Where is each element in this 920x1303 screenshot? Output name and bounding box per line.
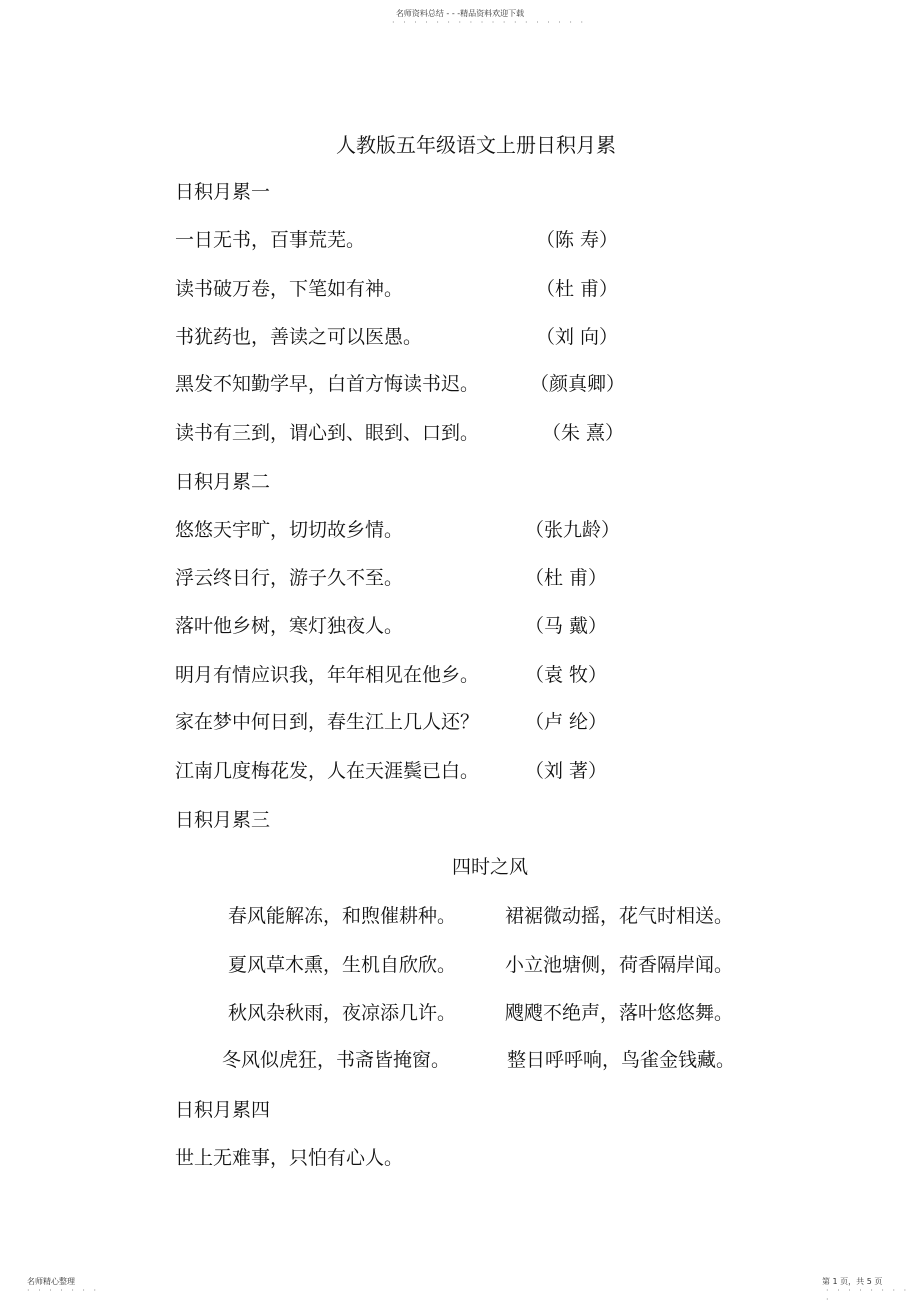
quote-author: （马 戴） bbox=[525, 615, 608, 637]
quote-author: （朱 熹） bbox=[542, 422, 625, 444]
quote-line: 黑发不知勤学早，白首方悔读书迟。 bbox=[175, 373, 480, 395]
poem-line: 整日呼呼响，鸟雀金钱藏。 bbox=[507, 1049, 736, 1071]
document-title: 人教版五年级语文上册日积月累 bbox=[336, 133, 616, 157]
quote-line: 江南几度梅花发，人在天涯鬓已白。 bbox=[175, 760, 480, 782]
poem-line: 小立池塘侧，荷香隔岸闻。 bbox=[505, 954, 734, 976]
section-heading: 日积月累一 bbox=[175, 181, 271, 203]
quote-line: 书犹药也，善读之可以医愚。 bbox=[175, 326, 423, 348]
quote-author: （袁 牧） bbox=[525, 664, 608, 686]
footer-dots: · · · · · · · bbox=[27, 1286, 100, 1295]
quote-author: （杜 甫） bbox=[536, 278, 619, 300]
section-heading: 日积月累二 bbox=[175, 471, 271, 493]
quote-author: （刘 向） bbox=[536, 326, 619, 348]
footer-left: 名师精心整理 bbox=[27, 1277, 75, 1286]
quote-line: 家在梦中何日到，春生江上几人还？ bbox=[175, 711, 480, 733]
poem-line: 飕飕不绝声，落叶悠悠舞。 bbox=[505, 1002, 734, 1024]
poem-line: 冬风似虎狂，书斋皆掩窗。 bbox=[222, 1049, 451, 1071]
poem-line: 夏风草木熏，生机自欣欣。 bbox=[228, 954, 457, 976]
quote-line: 浮云终日行，游子久不至。 bbox=[175, 567, 404, 589]
section-heading: 日积月累四 bbox=[175, 1099, 271, 1121]
quote-line: 读书破万卷，下笔如有神。 bbox=[175, 278, 404, 300]
section-heading: 日积月累三 bbox=[175, 809, 271, 831]
poem-line: 春风能解冻，和煦催耕种。 bbox=[228, 905, 457, 927]
quote-line: 明月有情应识我，年年相见在他乡。 bbox=[175, 664, 480, 686]
footer-dots: · · · · · · · · · bbox=[826, 1286, 910, 1303]
poem-line: 裙裾微动摇，花气时相送。 bbox=[505, 905, 734, 927]
poem-title: 四时之风 bbox=[452, 856, 529, 878]
page-header: 名师资料总结 - - -精品资料欢迎下载 bbox=[395, 9, 525, 18]
quote-author: （杜 甫） bbox=[525, 567, 608, 589]
quote-line: 一日无书，百事荒芜。 bbox=[175, 229, 366, 251]
poem-line: 秋风杂秋雨，夜凉添几许。 bbox=[228, 1002, 457, 1024]
quote-author: （刘 著） bbox=[525, 760, 608, 782]
quote-line: 世上无难事，只怕有心人。 bbox=[175, 1147, 404, 1169]
page-number: 第 1 页，共 5 页 bbox=[822, 1277, 883, 1286]
quote-author: （颜真卿） bbox=[530, 373, 626, 395]
quote-author: （卢 纶） bbox=[525, 711, 608, 733]
quote-line: 悠悠天宇旷，切切故乡情。 bbox=[175, 519, 404, 541]
quote-line: 落叶他乡树，寒灯独夜人。 bbox=[175, 615, 404, 637]
header-dots: · · · · · · · · · · · · · · · · · · bbox=[392, 18, 587, 27]
quote-author: （陈 寿） bbox=[536, 229, 619, 251]
quote-line: 读书有三到，谓心到、眼到、口到。 bbox=[175, 422, 480, 444]
quote-author: （张九龄） bbox=[525, 519, 621, 541]
